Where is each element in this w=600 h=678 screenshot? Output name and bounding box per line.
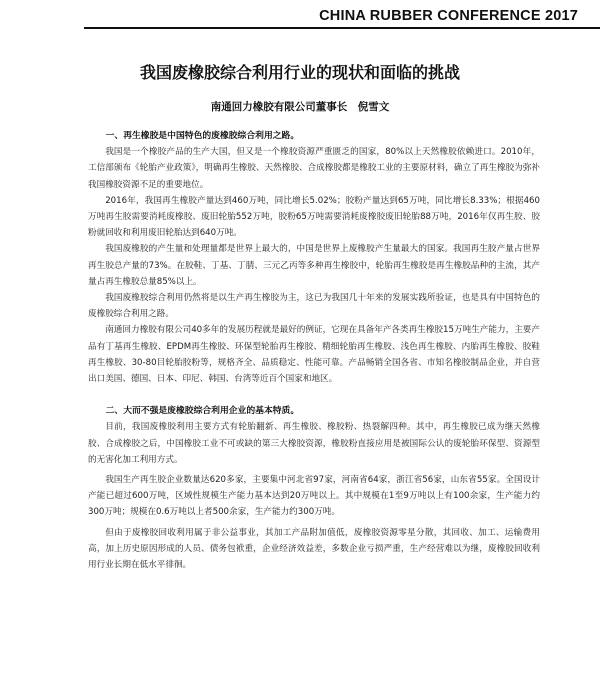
section-gap — [88, 387, 540, 403]
article-title: 我国废橡胶综合利用行业的现状和面临的挑战 — [139, 63, 460, 82]
paragraph: 南通回力橡胶有限公司40多年的发展历程就是最好的例证，它现在具备年产各类再生橡胶15万吨生产能力，主要产品有丁基再生橡胶、EPDM再生橡胶、环保型轮胎再生橡胶、精细轮胎再生橡胶、浅色再生橡胶、内胎再生橡胶、胶鞋再生橡胶、30-80目轮胎胶粉等，规格齐全、品质稳定、性能可靠。产品畅销全国各省、市知名橡胶制品企业，并自营出口美国、德国、日本、印尼、韩国、台湾等近百个国家和地区。 — [88, 325, 540, 385]
paragraph: 2016年，我国再生橡胶产量达到460万吨，同比增长5.02%；胶粉产量达到65万吨，同比增长8.33%；根据460万吨再生胶需要消耗废橡胶、废旧轮胎552万吨，胶粉65万吨需要消耗废橡胶废旧轮胎88万吨，2016年仅再生胶、胶粉就回收和利用废旧轮胎达到640万吨。 — [88, 195, 540, 239]
author-line: 南通回力橡胶有限公司董事长 倪雪文 — [210, 101, 390, 113]
header-rule — [84, 27, 600, 29]
section-heading: 一、再生橡胶是中国特色的废橡胶综合利用之路。 — [105, 131, 300, 141]
paragraph: 我国废橡胶的产生量和处理量都是世界上最大的，中国是世界上废橡胶产生量最大的国家。我国再生胶产量占世界再生胶总产量的73%。在胶鞋、丁基、丁腈、三元乙丙等多种再生橡胶中，轮胎再生橡胶是再生橡胶品种的主流，其产量占再生橡胶总量85%以上。 — [88, 244, 540, 287]
section-heading: 二、大而不强是废橡胶综合利用企业的基本特质。 — [105, 406, 300, 417]
paragraph: 目前，我国废橡胶利用主要方式有轮胎翻新、再生橡胶、橡胶粉、热裂解四种。其中，再生橡胶已成为继天然橡胶、合成橡胶之后，中国橡胶工业不可或缺的第三大橡胶资源，橡胶粉直接应用是被国际公认的废轮胎环保型、资源型的无害化加工利用方式。 — [88, 422, 540, 465]
paragraph: 我国废橡胶综合利用仍然将是以生产再生橡胶为主，这已为我国几十年来的发展实践所验证，也是具有中国特色的废橡胶综合利用之路。 — [88, 293, 540, 320]
paragraph: 我国生产再生胶企业数量达620多家，主要集中河北省97家，河南省64家，浙江省56家，山东省55家。全国设计产能已超过600万吨，区域性规模生产能力基本达到20万吨以上。其中规模在1至9万吨以上有100余家，生产能力约300万吨；规模在0.6万吨以上者500余家，生产能力约300万吨。 — [88, 475, 540, 518]
article-body — [88, 128, 540, 573]
conference-header: CHINA RUBBER CONFERENCE 2017 — [319, 8, 578, 24]
paragraph: 我国是一个橡胶产品的生产大国，但又是一个橡胶资源严重匮乏的国家，80%以上天然橡胶依赖进口。2010年，工信部颁布《轮胎产业政策》，明确再生橡胶、天然橡胶、合成橡胶都是橡胶工业的主要原材料，确立了再生橡胶为弥补我国橡胶资源不足的重要地位。 — [88, 147, 540, 190]
paragraph: 但由于废橡胶回收利用属于非公益事业，其加工产品附加值低，废橡胶资源零星分散，其回收、加工、运输费用高，加上历史原因形成的人员、债务包袱重，企业经济效益差，多数企业亏损严重，生产经营难以为继，废橡胶回收利用行业长期在低水平徘徊。 — [88, 527, 540, 571]
